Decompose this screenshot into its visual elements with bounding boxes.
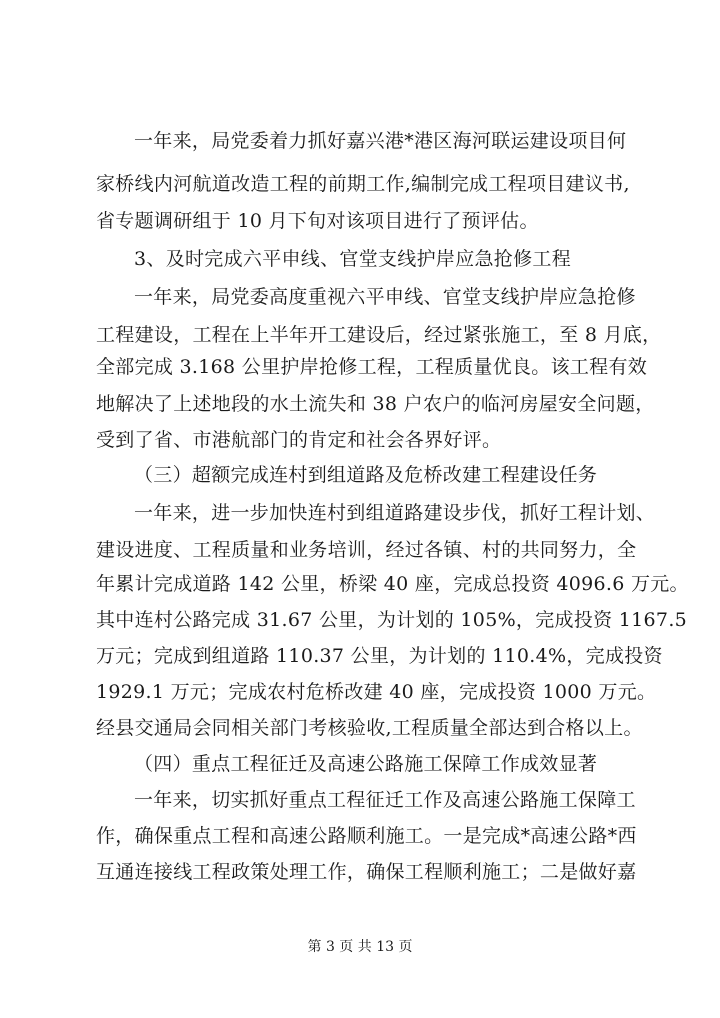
body-line: 地解决了上述地段的水土流失和 38 户农户的临河房屋安全问题，	[96, 393, 655, 415]
body-line: 一年来，局党委着力抓好嘉兴港*港区海河联运建设项目何	[134, 130, 627, 152]
body-line: 1929.1 万元；完成农村危桥改建 40 座，完成投资 1000 万元。	[96, 681, 657, 703]
body-line: 工程建设，工程在上半年开工建设后，经过紧张施工，至 8 月底，	[96, 324, 662, 346]
body-line: 互通连接线工程政策处理工作，确保工程顺利施工；二是做好嘉	[96, 861, 637, 883]
body-line: 省专题调研组于 10 月下旬对该项目进行了预评估。	[96, 210, 539, 232]
section-heading: （三）超额完成连村到组道路及危桥改建工程建设任务	[134, 464, 598, 486]
body-line: 受到了省、市港航部门的肯定和社会各界好评。	[96, 429, 502, 451]
body-line: 万元；完成到组道路 110.37 公里，为计划的 110.4%，完成投资	[96, 645, 663, 667]
body-line: 经县交通局会同相关部门考核验收,工程质量全部达到合格以上。	[96, 717, 643, 739]
body-line: 其中连村公路完成 31.67 公里，为计划的 105%，完成投资 1167.5	[96, 609, 688, 631]
body-line: 作，确保重点工程和高速公路顺利施工。一是完成*高速公路*西	[96, 825, 637, 847]
body-line: 一年来，切实抓好重点工程征迁工作及高速公路施工保障工	[134, 789, 636, 811]
body-line: 一年来，局党委高度重视六平申线、官堂支线护岸应急抢修	[134, 286, 636, 308]
body-line: 年累计完成道路 142 公里，桥梁 40 座，完成总投资 4096.6 万元。	[96, 573, 689, 595]
section-heading: 3、及时完成六平申线、官堂支线护岸应急抢修工程	[134, 248, 571, 270]
body-line: 建设进度、工程质量和业务培训，经过各镇、村的共同努力，全	[96, 539, 637, 561]
section-heading: （四）重点工程征迁及高速公路施工保障工作成效显著	[134, 753, 598, 775]
body-line: 全部完成 3.168 公里护岸抢修工程，工程质量优良。该工程有效	[96, 356, 648, 378]
body-line: 家桥线内河航道改造工程的前期工作,编制完成工程项目建议书,	[96, 173, 630, 195]
body-line: 一年来，进一步加快连村到组道路建设步伐，抓好工程计划、	[134, 502, 656, 524]
page-number-footer: 第 3 页 共 13 页	[307, 939, 413, 955]
